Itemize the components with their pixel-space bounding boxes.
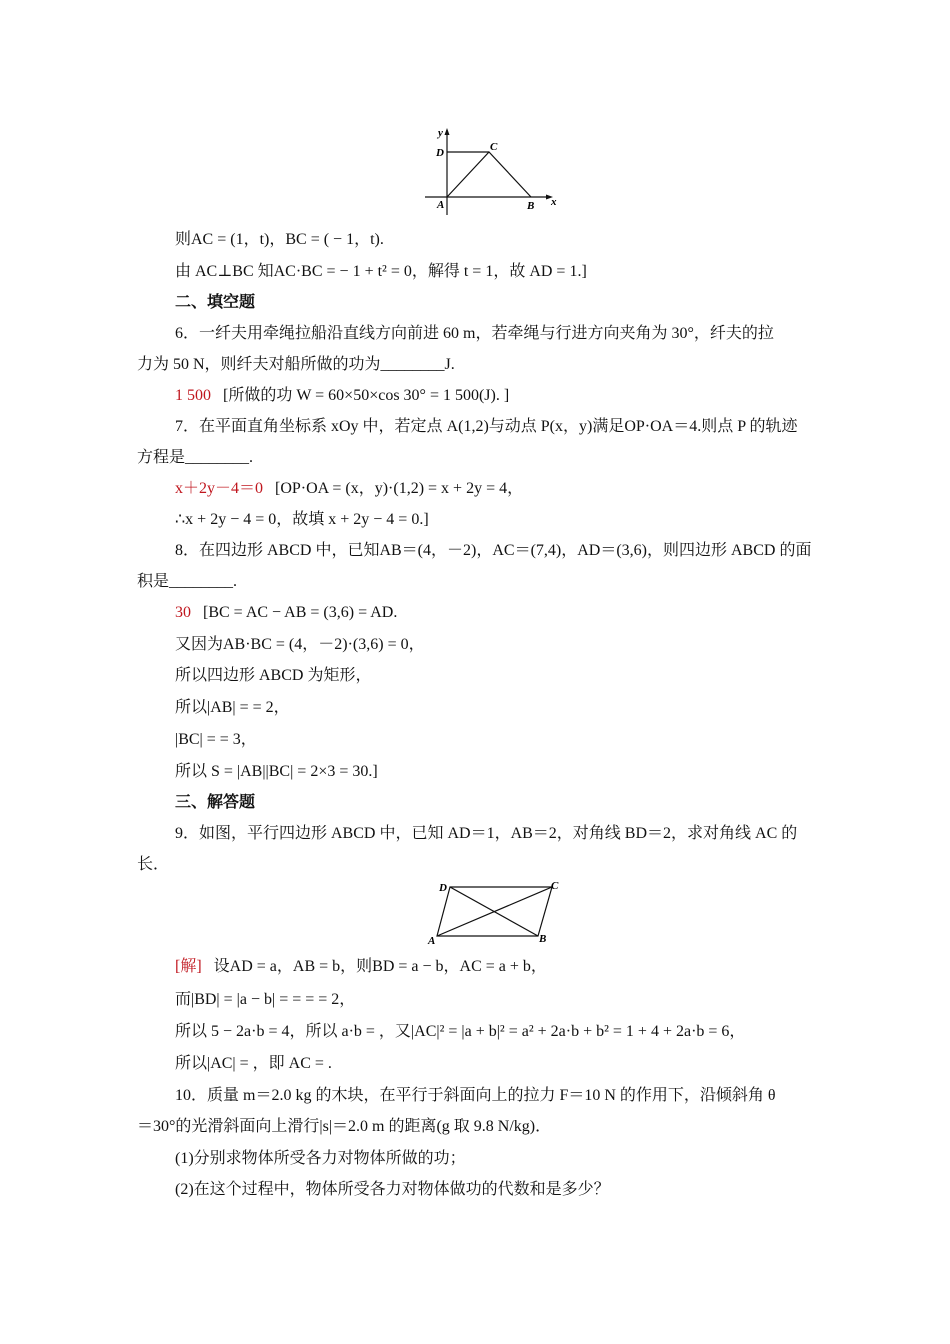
answer7-value: x＋2y－4＝0 xyxy=(175,480,264,497)
answer6-value: 1 500 xyxy=(175,387,211,404)
label-c: C xyxy=(490,141,498,153)
question8-line2: 积是________. xyxy=(137,573,238,590)
question9-line2: 长． xyxy=(137,856,170,873)
trapezoid-shape xyxy=(447,152,531,197)
section-solve-heading: 三、解答题 xyxy=(175,794,256,811)
label-y: y xyxy=(438,127,443,139)
y-axis-arrow-icon xyxy=(445,128,450,135)
label-b2: B xyxy=(539,933,547,945)
question8-line1: 8．在四边形 ABCD 中，已知AB＝(4，－2)，AC＝(7,4)，AD＝(3,6)，则四边形 ABCD 的面 xyxy=(175,542,812,559)
answer8-explanation: [BC = AC − AB = (3,6) = AD. xyxy=(203,604,398,621)
answer8-line1 xyxy=(175,603,820,623)
answer8-line3: 所以四边形 ABCD 为矩形， xyxy=(175,667,372,684)
label-d2: D xyxy=(439,882,447,894)
answer9-line3: 所以 5 − 2a·b = 4，所以 a·b = ，又|AC|² = |a + b|² = a² + 2a·b + b² = 1 + 4 + 2a·b = 6， xyxy=(175,1023,746,1040)
answer8-line4: 所以|AB| = = 2， xyxy=(175,699,290,716)
answer9-line1 xyxy=(175,957,820,977)
answer6-line xyxy=(175,386,820,406)
answer9-explanation: 设AD = a，AB = b，则BD = a − b，AC = a + b， xyxy=(213,958,547,975)
question6-line1: 6．一纤夫用牵绳拉船沿直线方向前进 60 m，若牵绳与行进方向夹角为 30°，纤夫的拉 xyxy=(175,325,774,342)
label-b: B xyxy=(527,200,535,212)
question7-line1: 7．在平面直角坐标系 xOy 中，若定点 A(1,2)与动点 P(x，y)满足OP·OA＝4.则点 P 的轨迹 xyxy=(175,418,798,435)
question7-line2: 方程是________. xyxy=(137,449,254,466)
question10-part2: (2)在这个过程中，物体所受各力对物体做功的代数和是多少？ xyxy=(175,1181,610,1198)
answer8-line6: 所以 S = |AB||BC| = 2×3 = 30.] xyxy=(175,763,378,780)
answer8-line2: 又因为AB·BC = (4，－2)·(3,6) = 0， xyxy=(175,636,425,653)
question9-line1: 9．如图，平行四边形 ABCD 中，已知 AD＝1，AB＝2，对角线 BD＝2，求对角线 AC 的 xyxy=(175,825,798,842)
label-a: A xyxy=(437,199,445,211)
solution5-line2: 由 AC⊥BC 知AC·BC = − 1 + t² = 0，解得 t = 1，故 AD = 1.] xyxy=(175,263,587,280)
answer8-value: 30 xyxy=(175,604,191,621)
question10-part1: (1)分别求物体所受各力对物体所做的功； xyxy=(175,1150,466,1167)
label-a2: A xyxy=(428,935,436,947)
question6-line2: 力为 50 N，则纤夫对船所做的功为________J. xyxy=(137,356,455,373)
answer7-explanation: [OP·OA = (x，y)·(1,2) = x + 2y = 4， xyxy=(275,480,524,497)
answer7-line2: ∴x + 2y − 4 = 0，故填 x + 2y − 4 = 0.] xyxy=(175,511,429,528)
label-c2: C xyxy=(551,880,559,892)
answer8-line5: |BC| = = 3， xyxy=(175,731,257,748)
section-fill-in-heading: 二、填空题 xyxy=(175,294,256,311)
coordinate-figure xyxy=(420,125,565,220)
answer9-line2: 而|BD| = |a − b| = = = = 2， xyxy=(175,991,356,1008)
solution5-line1: 则AC = (1，t)，BC = ( − 1，t). xyxy=(175,231,384,248)
answer7-line1 xyxy=(175,479,820,499)
question10-line2: ＝30°的光滑斜面向上滑行|s|＝2.0 m 的距离(g 取 9.8 N/kg)． xyxy=(137,1118,552,1135)
answer6-explanation: [所做的功 W = 60×50×cos 30° = 1 500(J). ] xyxy=(223,387,510,404)
diagonal-bd xyxy=(450,887,538,936)
label-x: x xyxy=(551,196,557,208)
answer9-line4: 所以|AC| = ，即 AC = . xyxy=(175,1055,332,1072)
parallelogram-figure xyxy=(425,878,565,948)
label-d: D xyxy=(436,147,444,159)
answer9-tag: [解] xyxy=(175,958,202,975)
question10-line1: 10．质量 m＝2.0 kg 的木块，在平行于斜面向上的拉力 F＝10 N 的作用下，沿倾斜角 θ xyxy=(175,1087,776,1104)
